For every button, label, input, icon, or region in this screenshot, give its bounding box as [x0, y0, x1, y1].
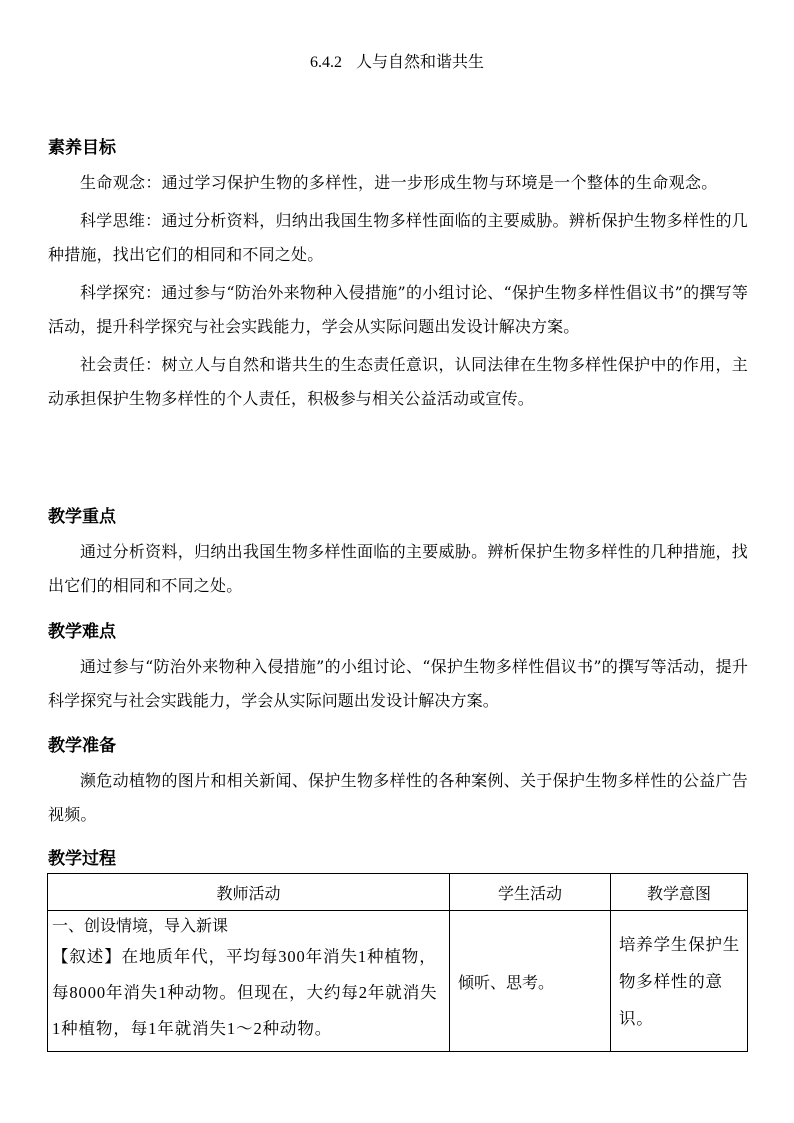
- teacher-activity-cell: [48, 911, 450, 1052]
- goal-life-concept: 生命观念：通过学习保护生物的多样性，进一步形成生物与环境是一个整体的生命观念。: [80, 173, 718, 192]
- process-section: [48, 847, 748, 871]
- column-header-teacher: 教师活动: [48, 874, 450, 911]
- student-activity-cell: 倾听、思考。: [450, 911, 611, 1052]
- table-header-row: [48, 874, 748, 911]
- goal-scientific-inquiry: 科学探究：通过参与“防治外来物种入侵措施”的小组讨论、“保护生物多样性倡议书”的撰写等活动，提升科学探究与社会实践能力，学会从实际问题出发设计解决方案。: [48, 283, 748, 336]
- column-header-intent: 教学意图: [611, 874, 748, 911]
- section-number: 6.4.2: [309, 54, 342, 71]
- key-points-section: [48, 505, 748, 603]
- preparation-heading: 教学准备: [48, 736, 116, 756]
- title-text: 人与自然和谐共生: [355, 52, 484, 71]
- difficulties-section: [48, 620, 748, 718]
- difficulties-heading: 教学难点: [48, 622, 116, 642]
- column-header-student: 学生活动: [450, 874, 611, 911]
- key-points-text: 通过分析资料，归纳出我国生物多样性面临的主要威胁。辨析保护生物多样性的几种措施，找出它们的相同和不同之处。: [48, 542, 748, 595]
- preparation-section: [48, 734, 748, 832]
- goal-social-responsibility: 社会责任：树立人与自然和谐共生的生态责任意识，认同法律在生物多样性保护中的作用，主动承担保护生物多样性的个人责任，积极参与相关公益活动或宣传。: [48, 355, 748, 408]
- process-table: [47, 873, 748, 1052]
- goal-scientific-thinking: 科学思维：通过分析资料，归纳出我国生物多样性面临的主要威胁。辨析保护生物多样性的几种措施，找出它们的相同和不同之处。: [48, 211, 748, 264]
- table-row: [48, 911, 748, 1052]
- teaching-intent-cell: 培养学生保护生物多样性的意识。: [611, 911, 748, 1052]
- goals-heading: 素养目标: [48, 138, 116, 158]
- preparation-text: 濒危动植物的图片和相关新闻、保护生物多样性的各种案例、关于保护生物多样性的公益广告视频。: [48, 771, 748, 824]
- process-heading: 教学过程: [48, 849, 116, 869]
- teacher-activity-text: 【叙述】在地质年代，平均每300年消失1种植物，每8000年消失1种动物。但现在，大约每2年就消失1种植物，每1年就消失1～2种动物。: [52, 947, 438, 1038]
- page-title: [0, 49, 794, 72]
- difficulties-text: 通过参与“防治外来物种入侵措施”的小组讨论、“保护生物多样性倡议书”的撰写等活动，提升科学探究与社会实践能力，学会从实际问题出发设计解决方案。: [48, 657, 748, 710]
- key-points-heading: 教学重点: [48, 507, 116, 527]
- goals-section: [48, 136, 748, 416]
- step-subheading: 一、创设情境，导入新课: [52, 916, 229, 935]
